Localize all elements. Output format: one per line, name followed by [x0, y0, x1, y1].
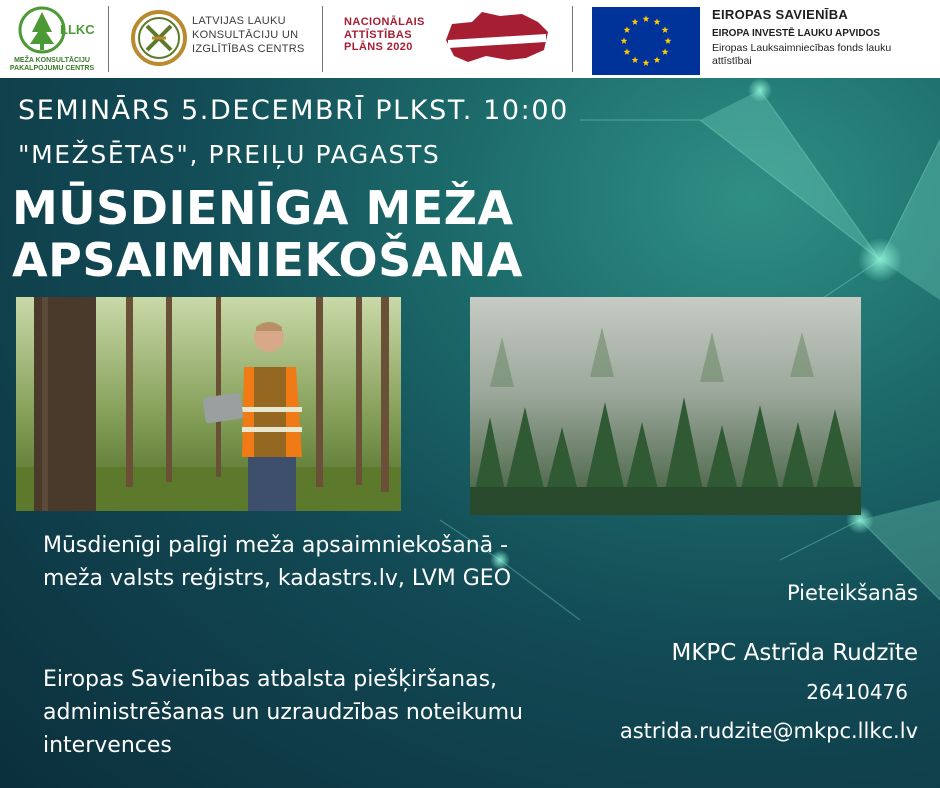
event-place-line: "MEŽSĒTAS", PREIĻU PAGASTS: [18, 140, 441, 169]
logo-header: [0, 0, 940, 78]
eu-fund-text: Eiropas Lauksaimniecības fonds lauku attīstībai: [712, 42, 892, 67]
eu-title: EIROPAS SAVIENĪBA: [712, 7, 849, 22]
topic-1: Mūsdienīgi palīgi meža apsaimniekošanā - meža valsts reģistrs, kadastrs.lv, LVM GEO: [43, 533, 512, 591]
contact-name: MKPC Astrīda Rudzīte: [671, 640, 918, 666]
mkpc-logo-text: LLKC: [60, 22, 95, 37]
foggy-forest-photo: [470, 297, 861, 515]
header-divider: [108, 6, 109, 72]
national-plan-name: NACIONĀLAIS ATTĪSTĪBAS PLĀNS 2020: [344, 16, 425, 53]
eu-stars: [592, 7, 700, 75]
eu-invest-text: EIROPA INVESTĒ LAUKU APVIDOS: [712, 28, 880, 39]
eu-star-icon: [654, 56, 661, 63]
eu-flag-icon: [592, 7, 700, 75]
forest-tree-logo-icon: [18, 4, 95, 56]
eu-star-icon: [654, 18, 661, 25]
eu-star-icon: [624, 48, 631, 55]
event-date-line: SEMINĀRS 5.DECEMBRĪ PLKST. 10:00: [18, 95, 569, 126]
eu-star-icon: [665, 37, 672, 44]
topic-2: Eiropas Savienības atbalsta piešķiršanas, administrēšanas un uzraudzības noteikumu intervences: [43, 667, 523, 758]
eu-star-icon: [643, 59, 650, 66]
llkc-logo: [126, 0, 321, 78]
llkc-name: LATVIJAS LAUKU KONSULTĀCIJU UN IZGLĪTĪBAS CENTRS: [192, 15, 305, 55]
eu-star-icon: [662, 48, 669, 55]
mkpc-tagline: MEŽA KONSULTĀCIJU PAKALPOJUMU CENTRS: [9, 57, 95, 72]
header-divider: [322, 6, 323, 72]
cross-circle-logo-icon: [130, 9, 188, 67]
eu-star-icon: [632, 18, 639, 25]
mkpc-logo: [4, 0, 104, 78]
header-divider: [572, 6, 573, 72]
eu-logo: [592, 0, 940, 78]
forester-photo: [16, 297, 401, 511]
contact-phone[interactable]: 26410476: [806, 680, 908, 704]
eu-star-icon: [624, 26, 631, 33]
eu-star-icon: [643, 15, 650, 22]
contact-email[interactable]: astrida.rudzite@mkpc.llkc.lv: [619, 719, 918, 743]
eu-star-icon: [632, 56, 639, 63]
registration-label: Pieteikšanās: [786, 581, 918, 605]
eu-star-icon: [621, 37, 628, 44]
event-title: MŪSDIENĪGA MEŽA APSAIMNIEKOŠANA: [12, 181, 523, 287]
eu-star-icon: [662, 26, 669, 33]
national-plan-logo: [330, 0, 562, 78]
latvia-map-icon: [442, 10, 552, 66]
